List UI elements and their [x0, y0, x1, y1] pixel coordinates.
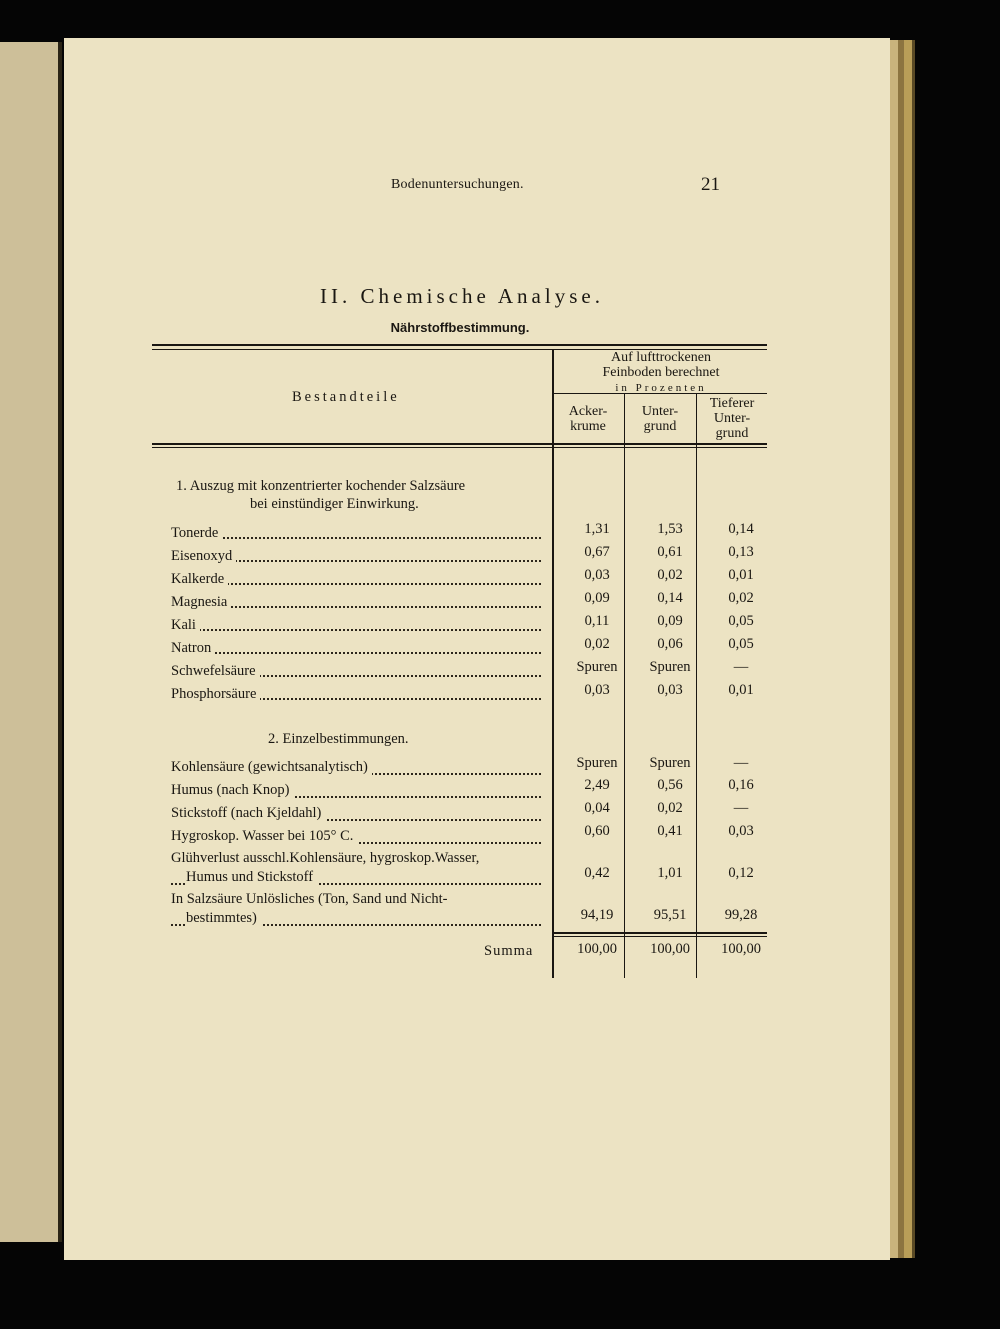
section-title: II. Chemische Analyse. — [320, 284, 604, 308]
cell-tieferer: — — [733, 755, 749, 771]
page-number: 21 — [701, 174, 720, 195]
cell-tieferer: 0,02 — [728, 590, 754, 606]
section2-heading: 2. Einzelbestimmungen. — [268, 731, 409, 747]
page-stack-edge — [912, 40, 915, 1258]
col-header-tieferer: Tieferer — [709, 396, 755, 411]
group-header: Feinboden berechnet — [602, 365, 720, 380]
cell-untergrund: 0,09 — [657, 613, 683, 629]
cell-tieferer: 0,16 — [728, 777, 754, 793]
cell-ackerkrume: 2,49 — [584, 777, 610, 793]
sum-top-rule — [552, 932, 767, 934]
cell-tieferer: 0,01 — [728, 682, 754, 698]
cell-untergrund: 0,61 — [657, 544, 683, 560]
cell-ackerkrume: 1,31 — [584, 521, 610, 537]
cell-ackerkrume: 0,42 — [584, 865, 610, 881]
cell-untergrund: 0,02 — [657, 567, 683, 583]
table-row-label: Kalkerde — [171, 571, 228, 588]
section1-heading: 1. Auszug mit konzentrierter kochender Salzsäure — [176, 478, 466, 494]
cell-ackerkrume: 0,11 — [584, 613, 610, 629]
table-row-label: Natron — [171, 640, 215, 657]
running-head: Bodenuntersuchungen. — [391, 177, 524, 192]
col-header-untergrund: grund — [643, 419, 677, 434]
leader-dots — [171, 619, 541, 631]
cell-untergrund: 1,53 — [657, 521, 683, 537]
cell-ackerkrume: 0,09 — [584, 590, 610, 606]
col-header-ackerkrume: krume — [570, 419, 606, 434]
sum-ackerkrume: 100,00 — [577, 941, 617, 957]
cell-ackerkrume: 0,03 — [584, 567, 610, 583]
table-row-label: Schwefelsäure — [171, 663, 260, 680]
cell-ackerkrume: 0,03 — [584, 682, 610, 698]
sum-label: Summa — [484, 943, 534, 959]
sum-untergrund: 100,00 — [650, 941, 690, 957]
cell-untergrund: 0,56 — [657, 777, 683, 793]
cell-untergrund: 0,41 — [657, 823, 683, 839]
table-row-label: Glühverlust ausschl.Kohlensäure, hygroskop.Wasser, — [171, 850, 480, 866]
section1-heading: bei einstündiger Einwirkung. — [250, 496, 419, 512]
sum-top-rule-thin — [552, 936, 767, 937]
cell-tieferer: 0,05 — [728, 636, 754, 652]
cell-ackerkrume: 94,19 — [580, 907, 614, 923]
table-row-label: Magnesia — [171, 594, 231, 611]
table-row-label: Stickstoff (nach Kjeldahl) — [171, 805, 325, 822]
page-stack-edge — [890, 40, 898, 1258]
left-page-edge — [0, 42, 62, 1242]
cell-tieferer: 99,28 — [724, 907, 758, 923]
leader-dots — [171, 642, 541, 654]
col-header-tieferer: Unter- — [713, 411, 751, 426]
cell-tieferer: 0,12 — [728, 865, 754, 881]
table-row-label: Phosphorsäure — [171, 686, 260, 703]
col-header-untergrund: Unter- — [641, 404, 679, 419]
header-bottom-rule — [152, 443, 767, 445]
page-stack-edge — [904, 40, 912, 1258]
cell-untergrund: Spuren — [649, 659, 691, 675]
leader-dots — [171, 527, 541, 539]
row-header: Bestandteile — [292, 389, 400, 405]
table-row-label: Tonerde — [171, 525, 222, 542]
cell-tieferer: 0,13 — [728, 544, 754, 560]
cell-ackerkrume: 0,67 — [584, 544, 610, 560]
group-header-unit: in Prozenten — [615, 382, 707, 394]
col-header-ackerkrume: Acker- — [568, 404, 608, 419]
table-row-label: Eisenoxyd — [171, 548, 236, 565]
cell-ackerkrume: 0,60 — [584, 823, 610, 839]
cell-ackerkrume: Spuren — [576, 755, 618, 771]
cell-tieferer: 0,05 — [728, 613, 754, 629]
table-row-label: Hygroskop. Wasser bei 105° C. — [171, 828, 357, 845]
table-row-label-cont: Humus und Stickstoff — [186, 869, 317, 886]
col-header-tieferer: grund — [715, 426, 749, 441]
cell-tieferer: 0,14 — [728, 521, 754, 537]
cell-tieferer: — — [733, 800, 749, 816]
table-row-label: Kali — [171, 617, 200, 634]
subtitle: Nährstoffbestimmung. — [390, 320, 530, 335]
table-row-label: In Salzsäure Unlösliches (Ton, Sand und Nicht- — [171, 891, 448, 907]
cell-ackerkrume: 0,04 — [584, 800, 610, 816]
column-divider — [552, 350, 554, 978]
cell-untergrund: 0,02 — [657, 800, 683, 816]
cell-untergrund: 0,06 — [657, 636, 683, 652]
cell-tieferer: — — [733, 659, 749, 675]
cell-tieferer: 0,03 — [728, 823, 754, 839]
cell-untergrund: 0,14 — [657, 590, 683, 606]
table-top-rule — [152, 344, 767, 346]
cell-untergrund: 1,01 — [657, 865, 683, 881]
header-bottom-rule-thin — [152, 447, 767, 448]
cell-untergrund: 95,51 — [653, 907, 687, 923]
table-row-label-cont: bestimmtes) — [186, 910, 261, 927]
sum-tieferer: 100,00 — [721, 941, 761, 957]
cell-untergrund: 0,03 — [657, 682, 683, 698]
group-header: Auf lufttrockenen — [611, 350, 711, 365]
cell-ackerkrume: 0,02 — [584, 636, 610, 652]
cell-ackerkrume: Spuren — [576, 659, 618, 675]
cell-untergrund: Spuren — [649, 755, 691, 771]
table-row-label: Humus (nach Knop) — [171, 782, 293, 799]
cell-tieferer: 0,01 — [728, 567, 754, 583]
table-row-label: Kohlensäure (gewichtsanalytisch) — [171, 759, 372, 776]
